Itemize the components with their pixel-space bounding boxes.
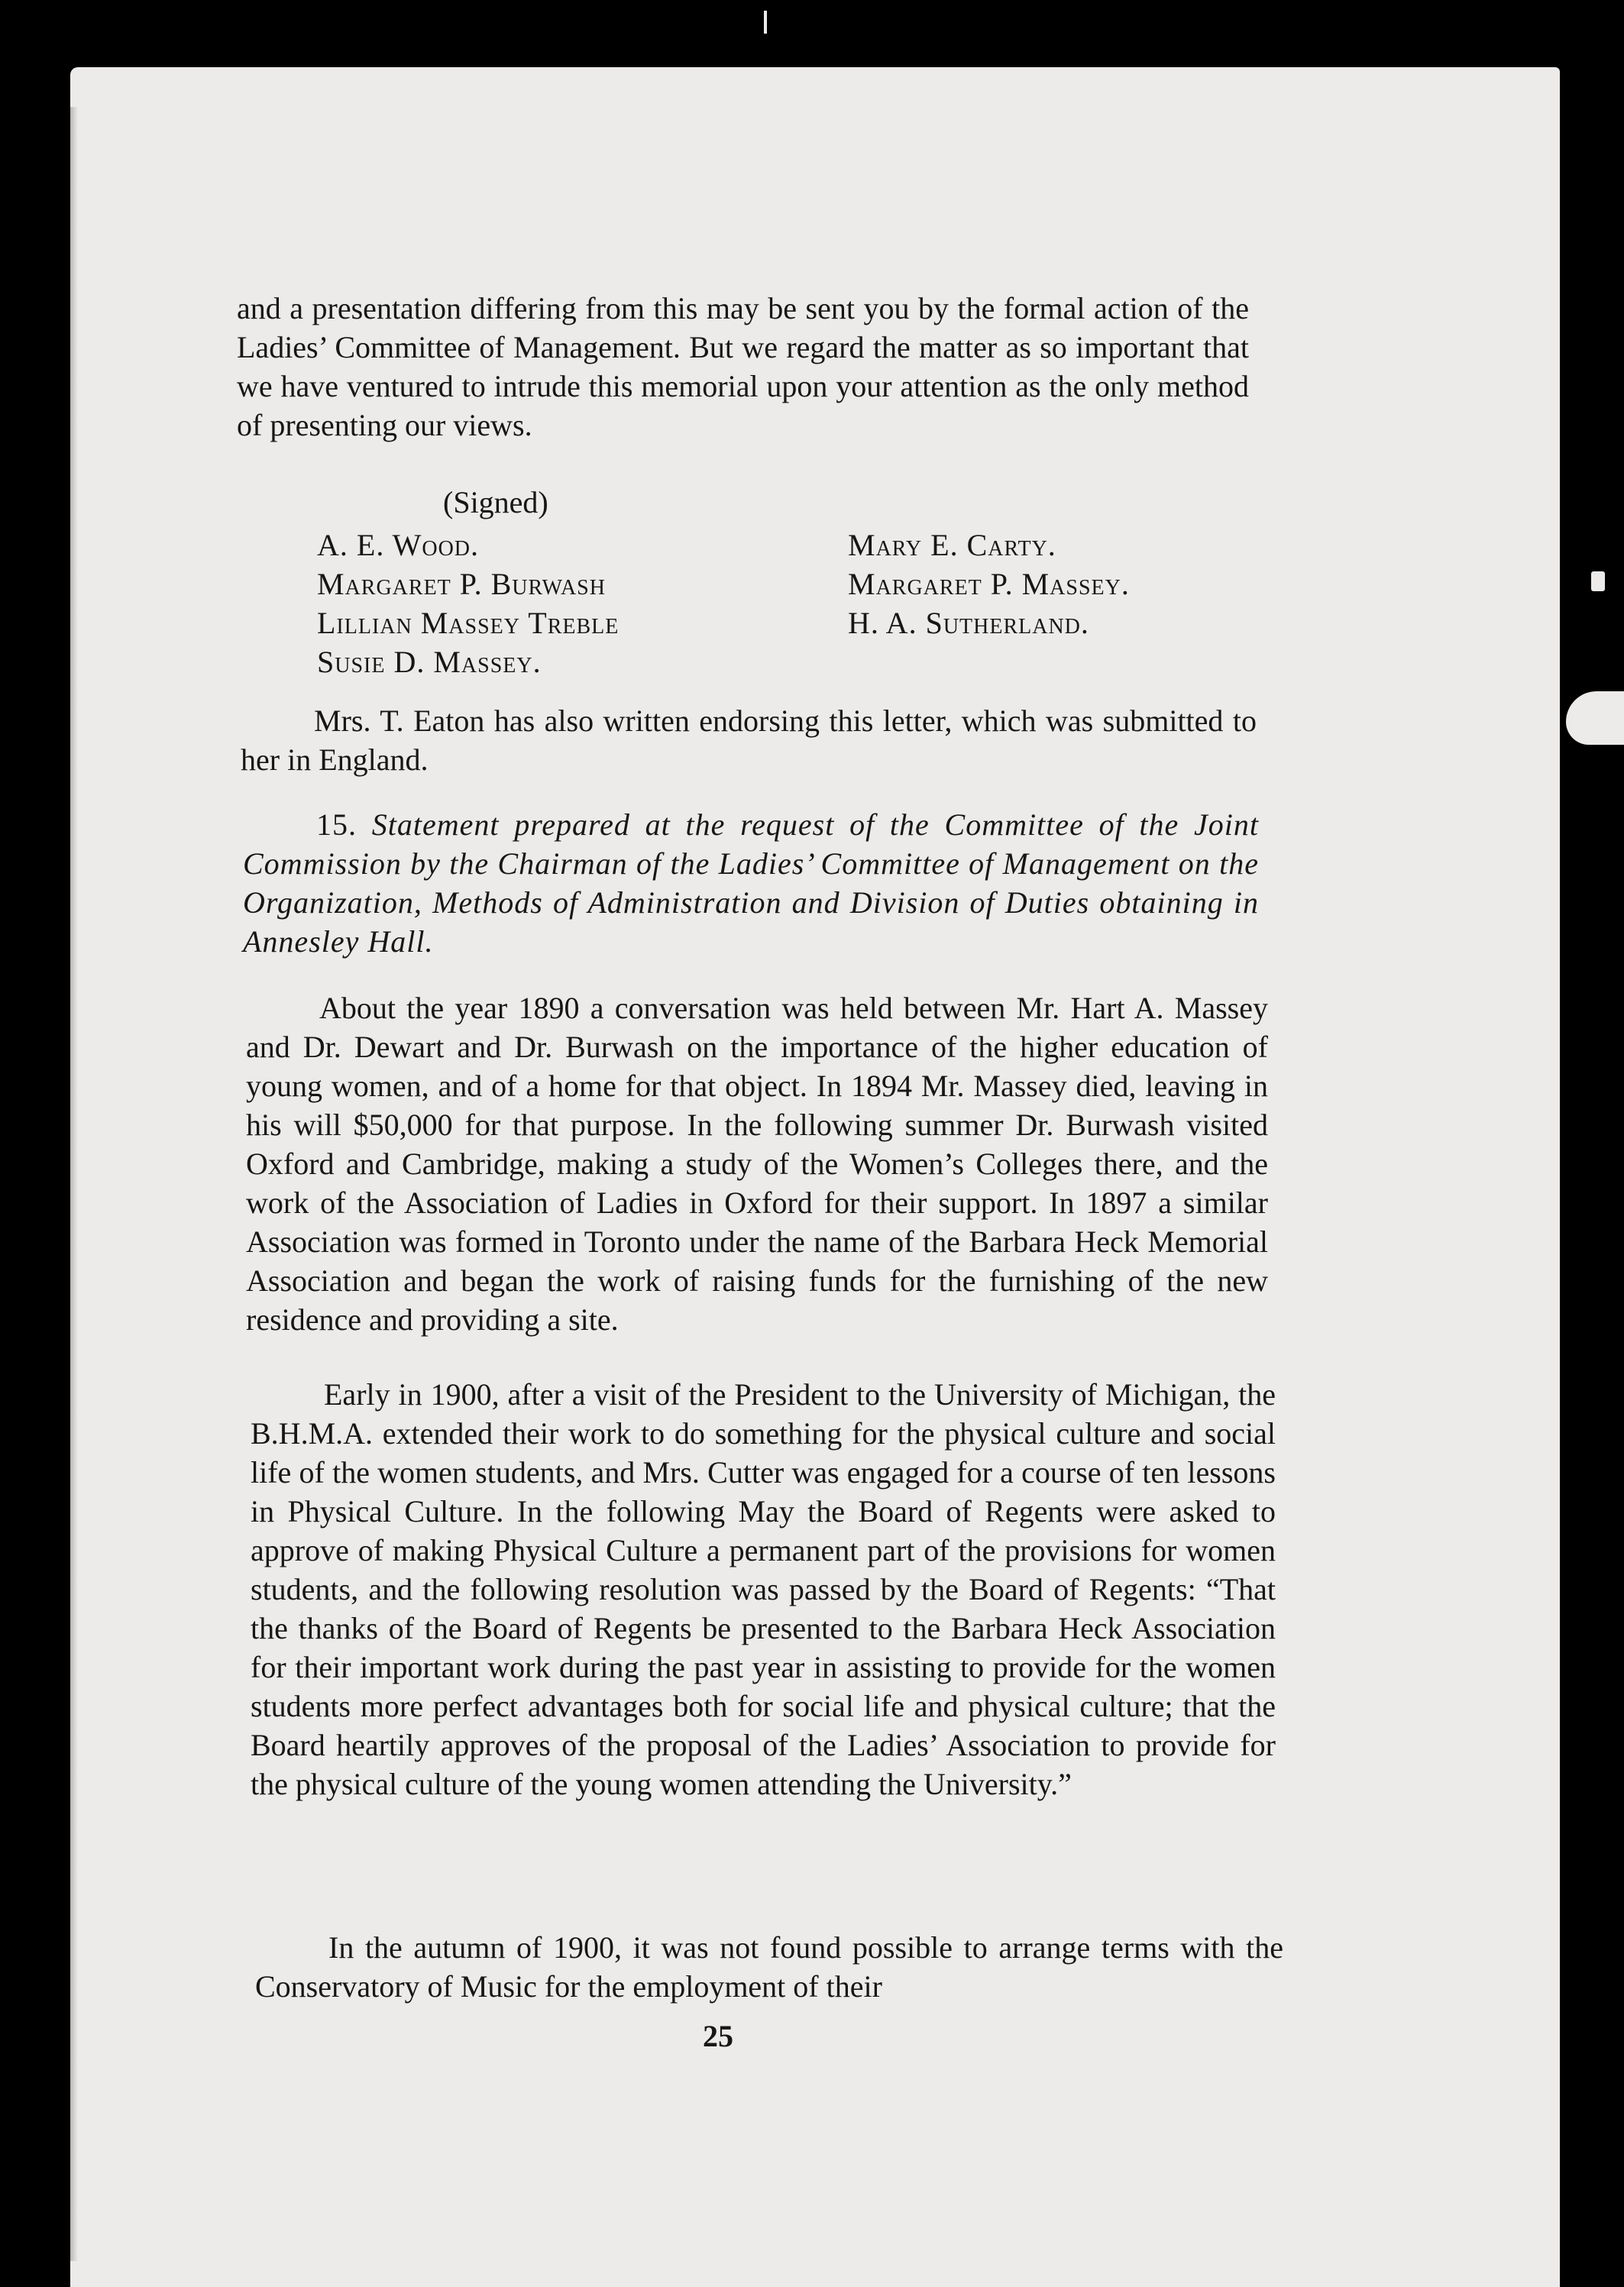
signatories-left	[317, 526, 619, 681]
signatory: Lillian Massey Treble	[317, 606, 620, 640]
page-number: 25	[703, 2019, 733, 2053]
section-heading: Statement prepared at the request of the Committee of the Joint Commission by the Chairman of the Ladies’ Committee of Management on the Organization, Methods of Administration and Division of Duties obtaining in Annesley Hall.	[243, 807, 1260, 959]
signed-label: (Signed)	[443, 485, 548, 519]
edge-page-fragment	[1566, 691, 1624, 745]
body-paragraph-3: In the autumn of 1900, it was not found possible to arrange terms with the Conservatory of Music for the employment of their	[255, 1930, 1283, 2004]
section-heading-block	[243, 805, 1259, 961]
top-mark	[764, 11, 767, 34]
opening-paragraph: and a presentation differing from this may be sent you by the formal action of the Ladies’ Committee of Management. But we regard the matter as so important that we have ventured to intrude this memorial upon your attention as the only method of presenting our views.	[237, 291, 1249, 442]
section-number: 15.	[316, 807, 357, 842]
signatory: H. A. Sutherland.	[848, 606, 1089, 640]
signatory: Susie D. Massey.	[317, 645, 542, 679]
signatory: Margaret P. Massey.	[848, 567, 1130, 601]
body-paragraph-1: About the year 1890 a conversation was held between Mr. Hart A. Massey and Dr. Dewart and Dr. Burwash on the importance of the higher education of young women, and of a home for that object. In 1894 Mr. Massey died, leaving in his will $50,000 for that purpose. In the following summer Dr. Burwash visited Oxford and Cambridge, making a study of the Women’s Colleges there, and the work of the Association of Ladies in Oxford for their support. In 1897 a similar Association was formed in Toronto under the name of the Barbara Heck Memorial Association and began the work of raising funds for the furnishing of the new residence and providing a site.	[246, 991, 1268, 1337]
eaton-note: Mrs. T. Eaton has also written endorsing this letter, which was submitted to her in England.	[241, 704, 1257, 777]
body-paragraph-2: Early in 1900, after a visit of the President to the University of Michigan, the B.H.M.A. extended their work to do something for the physical culture and social life of the women students, and Mrs. Cutter was engaged for a course of ten lessons in Physical Culture. In the following May the Board of Regents were asked to approve of making Physical Culture a permanent part of the provisions for women students, and the following resolution was passed by the Board of Regents: “That the thanks of the Board of Regents be presented to the Barbara Heck Association for their important work during the past year in assisting to provide for the women students more perfect advantages both for social life and physical culture; that the Board heartily approves of the proposal of the Ladies’ Association to provide for the physical culture of the young women attending the University.”	[251, 1377, 1276, 1801]
signatory: A. E. Wood.	[317, 528, 480, 562]
edge-mark	[1591, 571, 1605, 591]
signatory: Margaret P. Burwash	[317, 567, 606, 601]
signatories-right	[848, 526, 1130, 642]
signatory: Mary E. Carty.	[848, 528, 1056, 562]
page-spine-shadow	[70, 107, 78, 2261]
